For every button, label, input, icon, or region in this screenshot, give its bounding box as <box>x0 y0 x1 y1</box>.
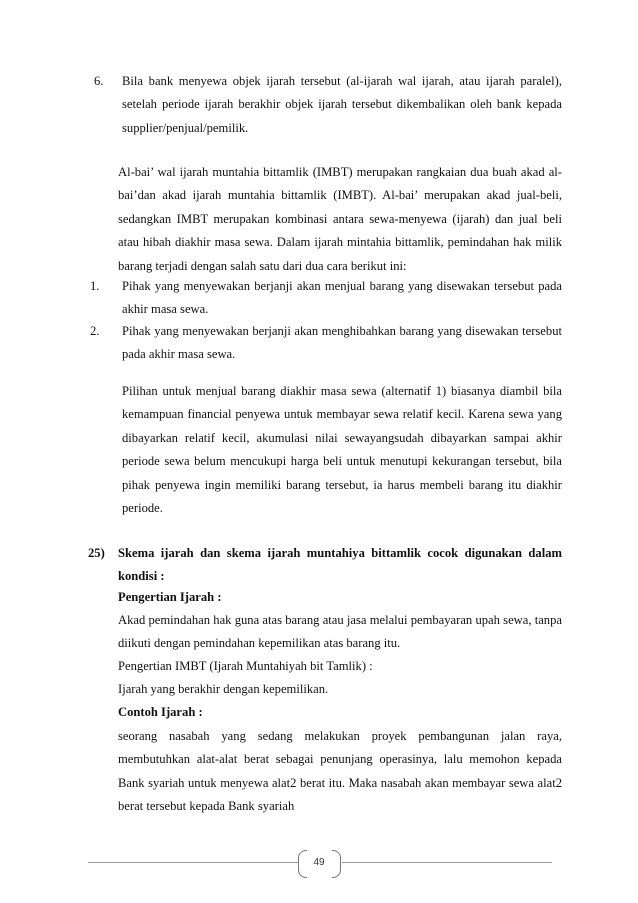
list-item-1-text: Pihak yang menyewakan berjanji akan menjual barang yang disewakan tersebut pada akhir masa sewa. <box>122 279 562 317</box>
item-6-number: 6. <box>94 74 104 88</box>
heading-contoh-ijarah: Contoh Ijarah : <box>118 705 203 719</box>
heading-pengertian-imbt: Pengertian IMBT (Ijarah Muntahiyah bit Tamlik) : <box>118 659 373 673</box>
contoh-ijarah-text: seorang nasabah yang sedang melakukan proyek pembangunan jalan raya, membutuhkan alat-alat berat sebagai penunjang operasinya, lalu memohon kepada Bank syariah untuk menyewa alat2 berat itu. Maka nasabah akan membayar sewa alat2 berat tersebut kepada Bank syariah <box>118 729 562 814</box>
heading-pengertian-ijarah: Pengertian Ijarah : <box>118 590 222 604</box>
footer-rule-left <box>88 862 298 863</box>
imbt-paragraph: Al-bai’ wal ijarah muntahia bittamlik (IMBT) merupakan rangkaian dua buah akad al-bai’dan akad ijarah muntahia bittamlik (IMBT). Al-bai’ merupakan akad jual-beli, sedangkan IMBT merupakan kombinasi antara sewa-menyewa (ijarah) dan jual beli atau hibah diakhir masa sewa. Dalam ijarah mintahia bittamlik, pemindahan hak milik barang terjadi dengan salah satu dari dua cara berikut ini: <box>118 165 562 273</box>
definition-imbt: Ijarah yang berakhir dengan kepemilikan. <box>118 682 329 696</box>
pilihan-paragraph: Pilihan untuk menjual barang diakhir masa sewa (alternatif 1) biasanya diambil bila kemampuan financial penyewa untuk membayar sewa relatif kecil. Karena sewa yang dibayarkan relatif kecil, akumulasi nilai sewayangsudah dibayarkan sampai akhir periode sewa belum mencukupi harga beli untuk menutupi kekurangan tersebut, bila pihak penyewa ingin memiliki barang tersebut, ia harus membeli barang itu diakhir periode. <box>122 384 562 516</box>
page-number: 49 <box>313 857 325 868</box>
question-25-number: 25) <box>88 546 105 560</box>
footer-rule-right <box>342 862 552 863</box>
question-25-text: Skema ijarah dan skema ijarah muntahiya bittamlik cocok digunakan dalam kondisi : <box>118 546 562 584</box>
list-item-1-number: 1. <box>90 279 100 293</box>
list-item-2-number: 2. <box>90 324 100 338</box>
item-6-text: Bila bank menyewa objek ijarah tersebut (al-ijarah wal ijarah, atau ijarah paralel), setelah periode ijarah berakhir objek ijarah tersebut dikembalikan oleh bank kepada supplier/penjual/pemilik. <box>122 74 562 135</box>
page-number-bracket-right <box>332 850 341 878</box>
definition-ijarah: Akad pemindahan hak guna atas barang atau jasa melalui pembayaran upah sewa, tanpa diikuti dengan pemindahan kepemilikan atas barang itu. <box>118 613 562 651</box>
list-item-2-text: Pihak yang menyewakan berjanji akan menghibahkan barang yang disewakan tersebut pada akhir masa sewa. <box>122 324 562 362</box>
